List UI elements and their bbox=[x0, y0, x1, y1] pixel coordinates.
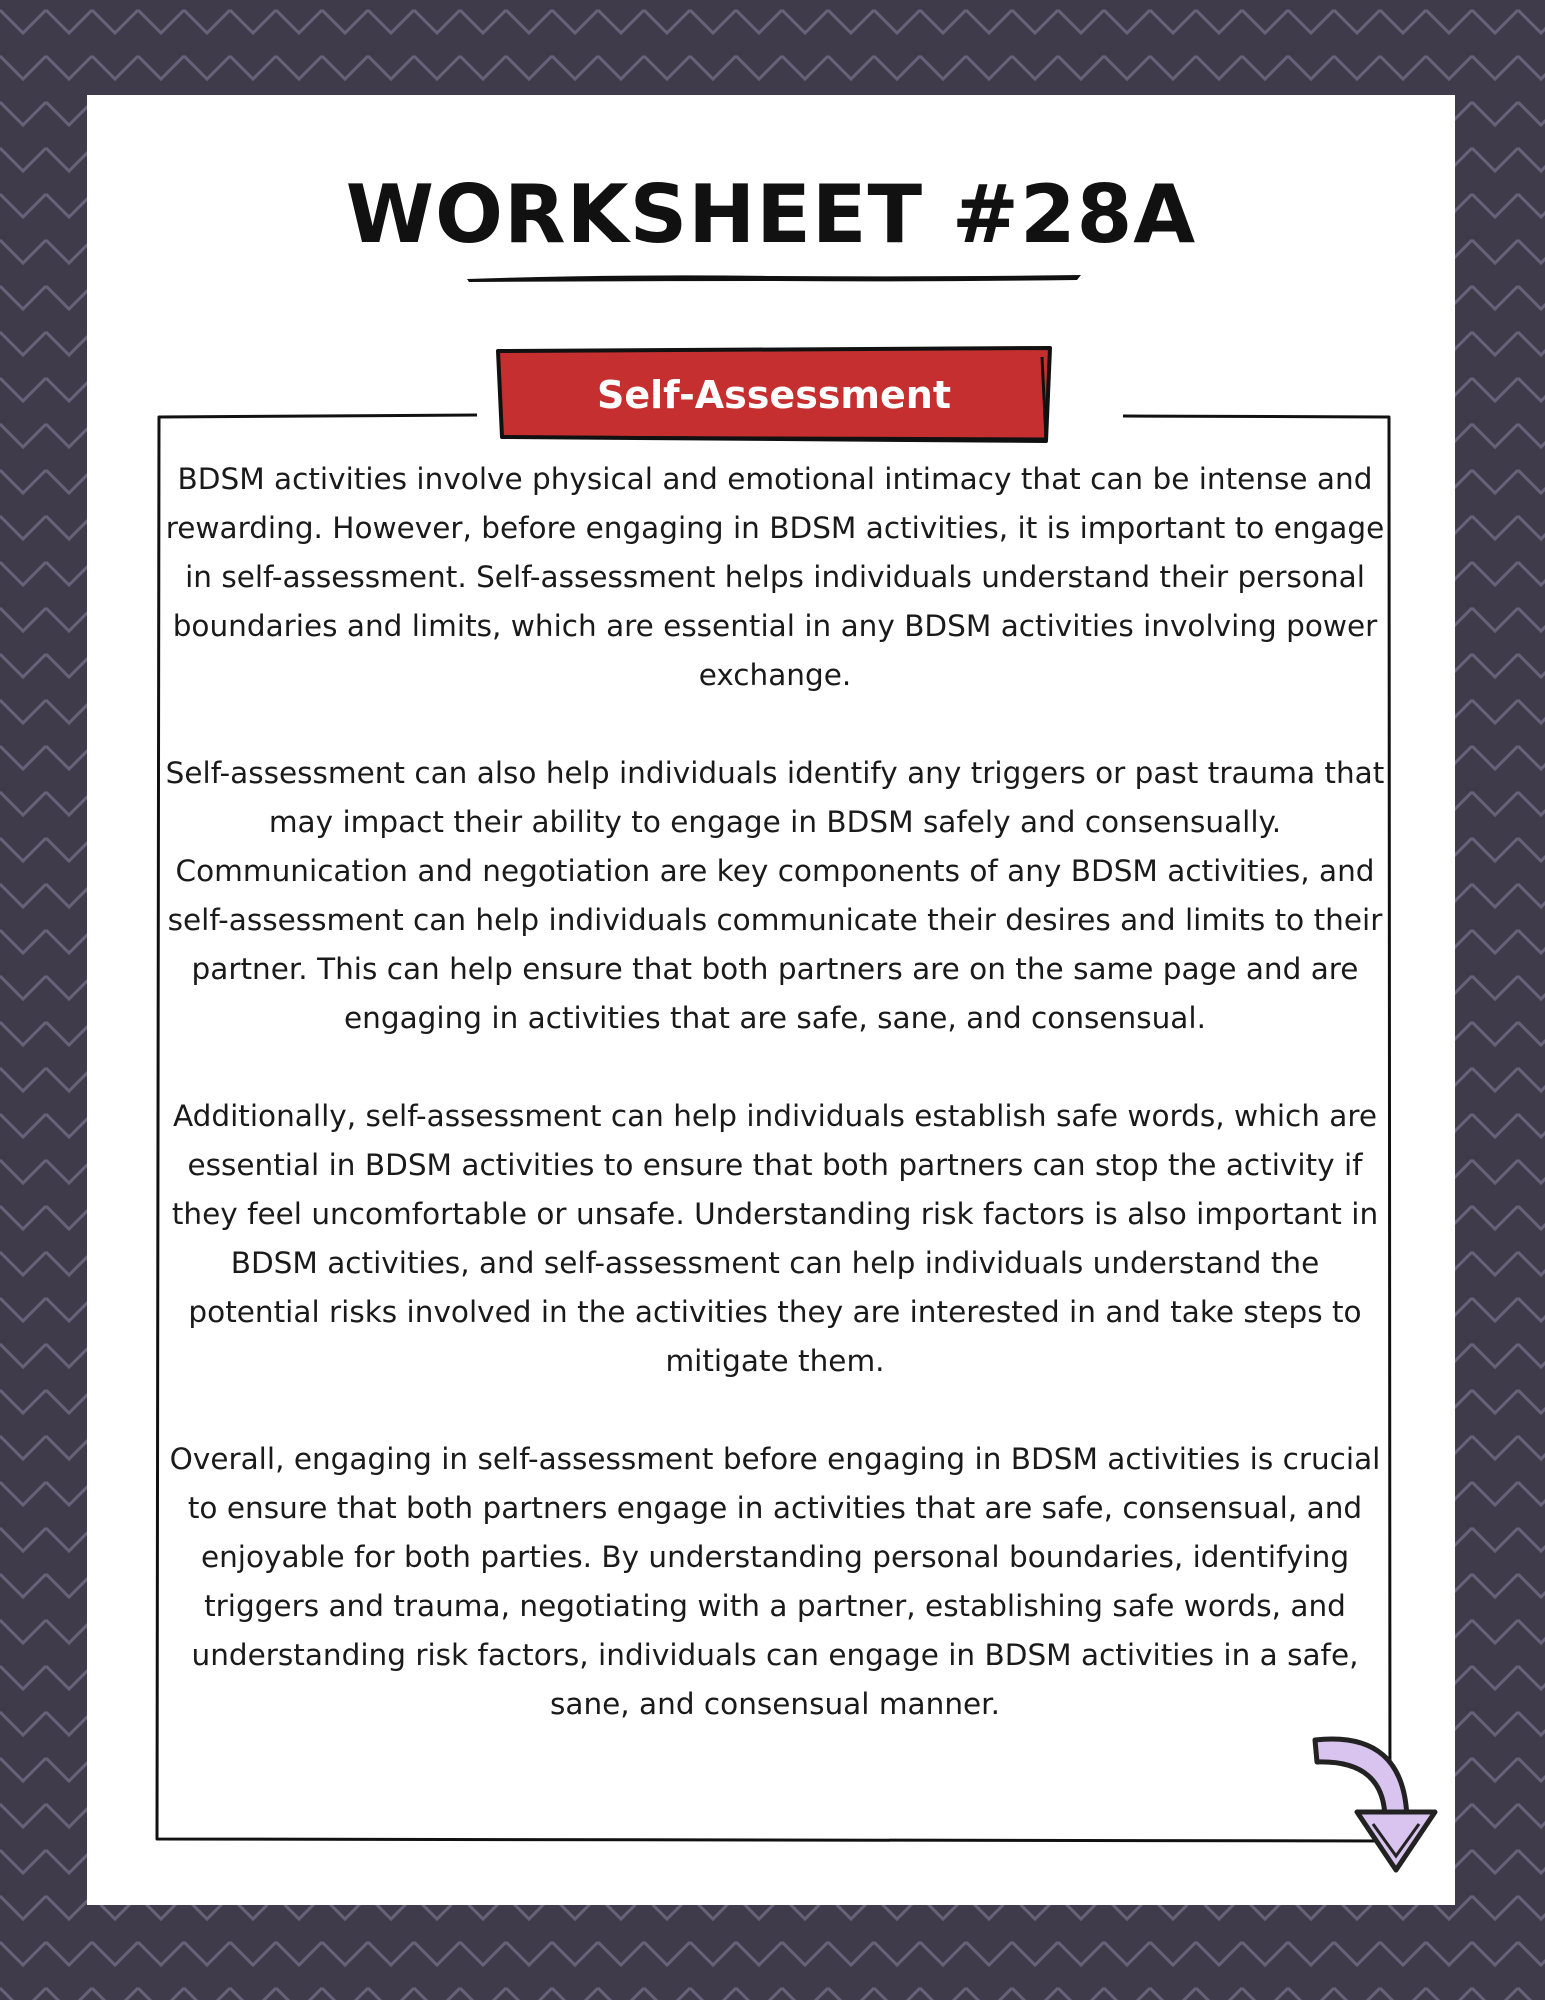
curved-arrow-down-right-icon[interactable] bbox=[1295, 1720, 1465, 1890]
body-text bbox=[165, 455, 1385, 1729]
paragraph-2: Self-assessment can also help individuals identify any triggers or past trauma that may impact their ability to engage in BDSM safely and consensually. Communication and negotiation are key components of any BDSM activities, and self-assessment can help individuals communicate their desires and limits to their partner. This can help ensure that both partners are on the same page and are engaging in activities that are safe, sane, and consensual. bbox=[165, 756, 1385, 1035]
worksheet-page bbox=[87, 95, 1455, 1905]
paragraph-1: BDSM activities involve physical and emotional intimacy that can be intense and rewarding. However, before engaging in BDSM activities, it is important to engage in self-assessment. Self-assessment helps individuals understand their personal boundaries and limits, which are essential in any BDSM activities involving power exchange. bbox=[165, 462, 1385, 692]
section-heading: Self-Assessment bbox=[596, 373, 952, 417]
title-underline bbox=[465, 271, 1085, 285]
paragraph-3: Additionally, self-assessment can help individuals establish safe words, which are essential in BDSM activities to ensure that both partners can stop the activity if they feel uncomfortable or unsafe. Understanding risk factors is also important in BDSM activities, and self-assessment can help individuals understand the potential risks involved in the activities they are interested in and take steps to mitigate them. bbox=[171, 1099, 1379, 1378]
page-title: WORKSHEET #28A bbox=[345, 168, 1197, 261]
paragraph-4: Overall, engaging in self-assessment before engaging in BDSM activities is crucial to ensure that both partners engage in activities that are safe, consensual, and enjoyable for both parties. By understanding personal boundaries, identifying triggers and trauma, negotiating with a partner, establishing safe words, and understanding risk factors, individuals can engage in BDSM activities in a safe, sane, and consensual manner. bbox=[169, 1442, 1381, 1721]
